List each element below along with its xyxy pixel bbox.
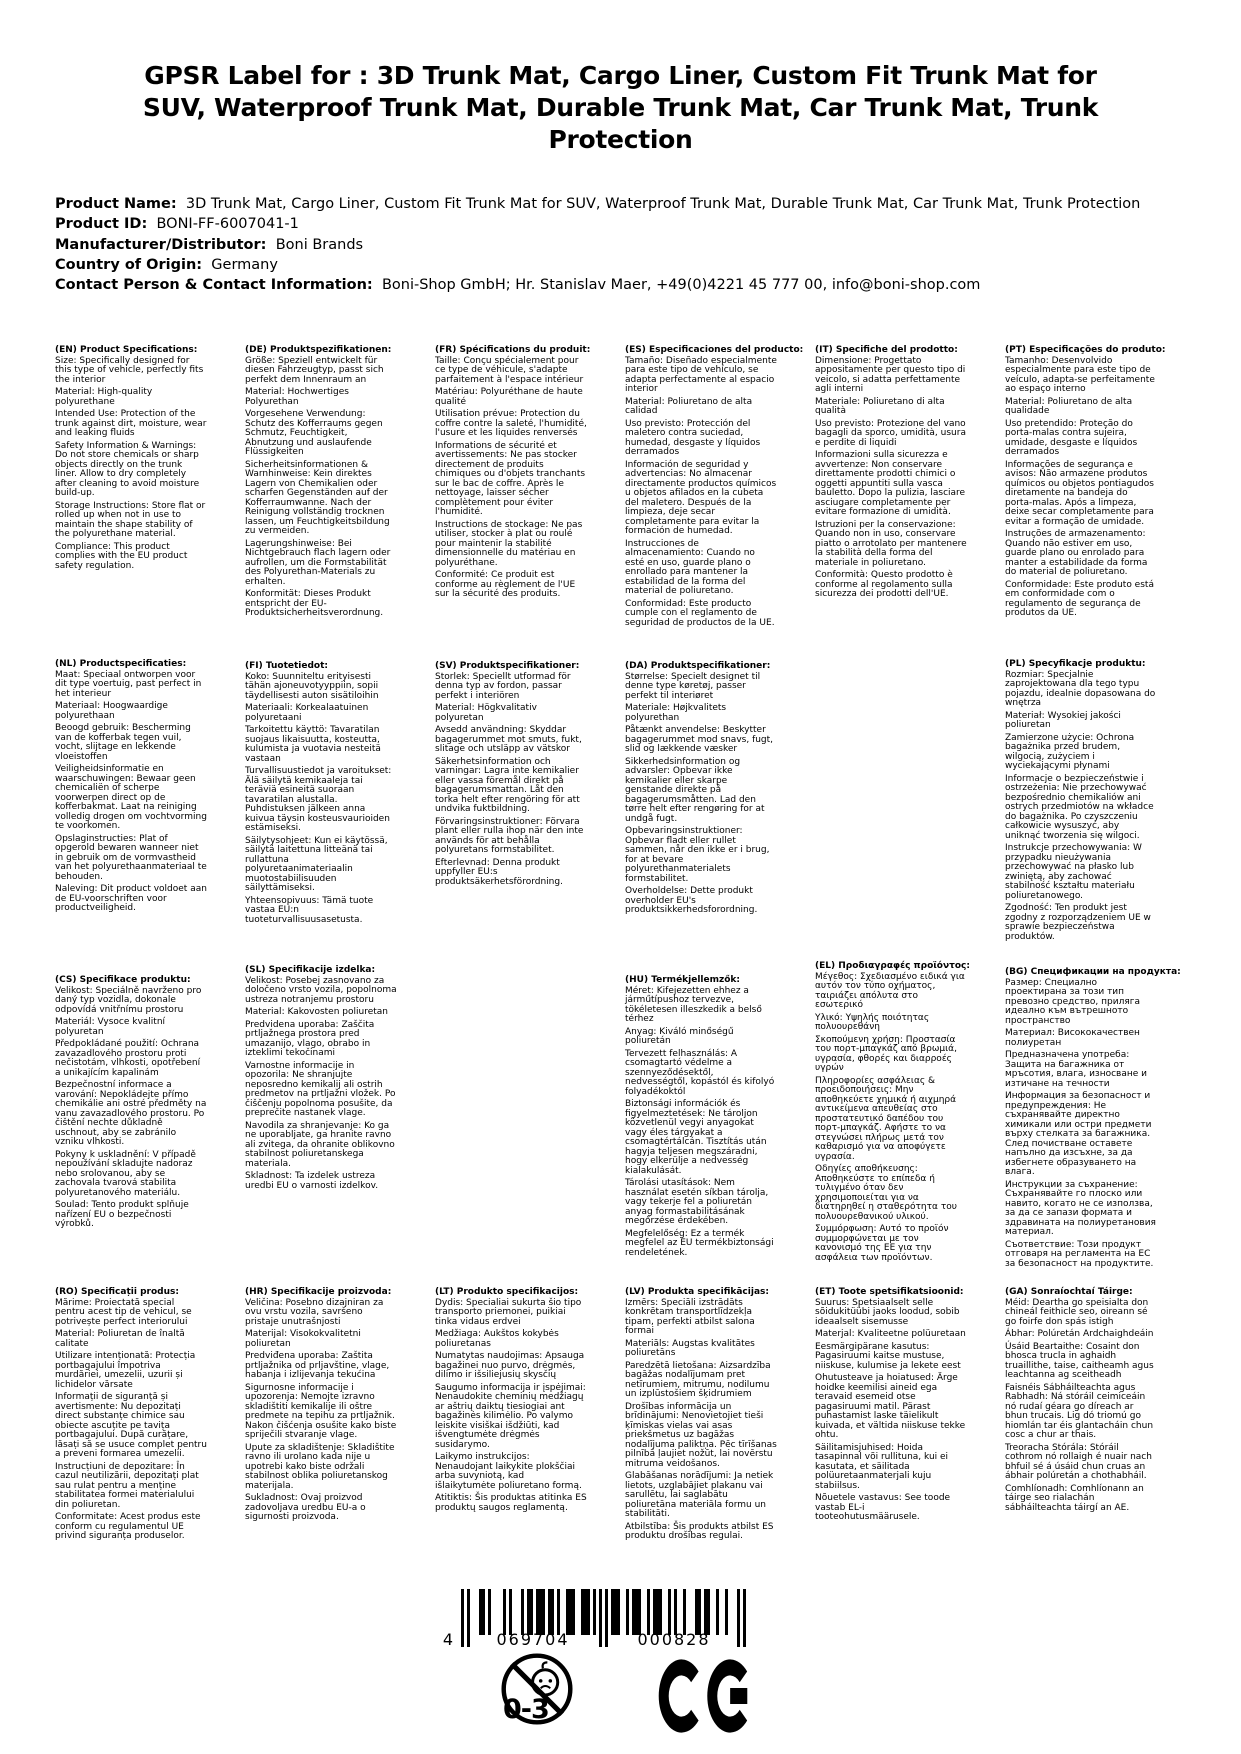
- spec-header-el: (EL) Προδιαγραφές προϊόντος:: [815, 961, 970, 971]
- spec-paragraph: Μέγεθος: Σχεδιασμένο ειδικά για αυτόν τον τύπο οχήματος, ταιριάζει απόλυτα στο εσωτερικό: [815, 971, 965, 1010]
- spec-paragraph: Drošības informācija un brīdinājumi: Nenovietojiet tieši ķīmiskas vielas vai asas priekšmetus uz bagāžas nodalījuma paliktņa. Pēc tīrīšanas pilnībā ļaujiet nožūt, lai novērstu mitruma veidošanos.: [625, 1401, 777, 1469]
- contact-value: Boni-Shop GmbH; Hr. Stanislav Maer, +49(0)4221 45 777 00, info@boni-shop.com: [381, 277, 981, 294]
- spec-header-fi: (FI) Tuotetiedot:: [245, 661, 329, 671]
- spec-paragraph: Laikymo instrukcijos: Nenaudojant laikykite plokščiai arba suvyniotą, kad išlaikytumėte poliuretano formą.: [435, 1452, 582, 1491]
- spec-paragraph: Инструкции за съхранение: Съхранявайте го плоско или навито, когато не се използва, за да се запази формата и здравината на полиуретановия материал.: [1005, 1179, 1156, 1237]
- spec-paragraph: Materiale: Højkvalitets polyurethan: [625, 703, 727, 723]
- spec-paragraph: Utilisation prévue: Protection du coffre contre la saleté, l'humidité, l'usure et les liquides renversés: [435, 409, 587, 438]
- spec-header-da: (DA) Produktspecifikationer:: [625, 661, 771, 671]
- spec-paragraph: Maat: Speciaal ontworpen voor dit type voertuig, past perfect in het interieur: [55, 669, 202, 699]
- age-warning-0-3-icon: [500, 1652, 574, 1726]
- spec-block-hu: [625, 976, 777, 1261]
- spec-paragraph: Turvallisuustiedot ja varoitukset: Älä säilytä kemikaaleja tai teräviä esineitä suoraan tavaratilan alustalla. Puhdistuksen jälkeen anna kuivua täysin kosteusvaurioiden estämiseksi.: [245, 766, 392, 833]
- spec-paragraph: Material: Högkvalitativ polyuretan: [435, 703, 537, 723]
- spec-paragraph: Материал: Висококачествен полиуретан: [1005, 1028, 1140, 1048]
- spec-paragraph: Naleving: Dit product voldoet aan de EU-voorschriften voor productveiligheid.: [55, 884, 207, 913]
- spec-block-pl: [1005, 660, 1157, 945]
- spec-block-pt: [1005, 345, 1166, 622]
- spec-paragraph: Eesmärgipärane kasutus: Pagasiruumi kaitse mustuse, niiskuse, kulumise ja lekete eest: [815, 1341, 961, 1371]
- spec-block-ga: [1005, 1288, 1157, 1516]
- spec-paragraph: Yhteensopivuus: Tämä tuote vastaa EU:n tuoteturvallisuusasetusta.: [245, 895, 374, 925]
- spec-paragraph: Atbilstība: Šis produkts atbilst ES produktu drošības regulai.: [625, 1521, 774, 1541]
- spec-paragraph: Предназначена употреба: Защита на багажника от мръсотия, влага, износване и изтичане на течности: [1005, 1050, 1148, 1089]
- spec-paragraph: Οδηγίες αποθήκευσης: Αποθηκεύστε το επίπεδα ή τυλιγμένο όταν δεν χρησιμοποιείται για να διατηρηθεί η σταθερότητα του πολυουρεθανικού υλικού.: [815, 1164, 957, 1222]
- spec-paragraph: Dydis: Specialiai sukurta šio tipo transporto priemonei, puikiai tinka vidaus erdvei: [435, 1297, 582, 1327]
- spec-paragraph: Påtænkt anvendelse: Beskytter bagagerummet mod snavs, fugt, slid og lækkende væsker: [625, 725, 774, 754]
- spec-paragraph: Tamanho: Desenvolvido especialmente para este tipo de veículo, adapta-se perfeitamente ao espaço interno: [1005, 355, 1155, 394]
- spec-paragraph: Megfelelőség: Ez a termék megfelel az EU termékbiztonsági rendeletének.: [625, 1228, 774, 1258]
- spec-paragraph: Opslaginstructies: Plat of opgerold bewaren wanneer niet in gebruik om de vormvastheid van het polyurethaanmateriaal te behouden.: [55, 833, 207, 882]
- spec-header-pl: (PL) Specyfikacje produktu:: [1005, 659, 1146, 669]
- spec-paragraph: Informações de segurança e avisos: Não armazene produtos químicos ou objetos pontiagudos diretamente na bandeja do porta-malas. Após a limpeza, deixe secar completamente para evitar a formação de umidade.: [1005, 459, 1154, 527]
- barcode-digits-group2: 000828: [637, 1630, 711, 1649]
- spec-block-et: [815, 1288, 967, 1526]
- spec-paragraph: Förvaringsinstruktioner: Förvara plant eller rulla ihop när den inte används för att behålla polyuretans formstabilitet.: [435, 816, 584, 855]
- spec-paragraph: Sicherheitsinformationen & Warnhinweise: Kein direktes Lagern von Chemikalien oder scharfen Gegenständen auf der Kofferraumwanne. Nach der Reinigung vollständig trocknen lassen, um Feuchtigkeitsbildung zu vermeiden.: [245, 459, 390, 536]
- spec-paragraph: Materiale: Poliuretano di alta qualità: [815, 396, 945, 416]
- spec-paragraph: Pokyny k uskladnění: V případě nepoužívání skladujte nadoraz nebo srolovanou, aby se zachovala tvarová stabilita polyuretanového materiálu.: [55, 1149, 196, 1198]
- spec-block-da: [625, 662, 777, 919]
- spec-paragraph: Paredzētā lietošana: Aizsardzība bagāžas nodalījumam pret netīrumiem, mitrumu, nodilumu un izplūstošiem šķidrumiem: [625, 1360, 771, 1399]
- spec-paragraph: Material: Hochwertiges Polyurethan: [245, 387, 349, 407]
- spec-paragraph: Storage Instructions: Store flat or rolled up when not in use to maintain the shape stability of the polyurethane material.: [55, 500, 206, 539]
- spec-paragraph: Storlek: Speciellt utformad för denna typ av fordon, passar perfekt i interiören: [435, 671, 571, 701]
- spec-paragraph: Materiāls: Augstas kvalitātes poliuretāns: [625, 1338, 755, 1358]
- spec-paragraph: Bezpečnostní informace a varování: Nepokládejte přímo chemikálie ani ostré předměty na vanu zavazadlového prostoru. Po čištění nechte důkladně uschnout, aby se zabránilo vzniku vlhkosti.: [55, 1080, 207, 1147]
- spec-paragraph: Ábhar: Polúretán Ardchaighdeáin: [1005, 1329, 1154, 1339]
- contact-label: Contact Person & Contact Information:: [55, 277, 373, 294]
- spec-paragraph: Materiał: Wysokiej jakości poliuretan: [1005, 710, 1121, 730]
- spec-paragraph: Material: High-quality polyurethane: [55, 387, 153, 407]
- spec-paragraph: Säkerhetsinformation och varningar: Lagra inte kemikalier eller vassa föremål direkt på bagagerumsmattan. Låt den torka helt efter rengöring för att undvika fuktbildning.: [435, 756, 580, 814]
- spec-paragraph: Größe: Speziell entwickelt für diesen Fahrzeugtyp, passt sich perfekt dem Innenraum an: [245, 355, 384, 385]
- spec-header-ro: (RO) Specificații produs:: [55, 1287, 179, 1297]
- spec-paragraph: Comhlíonadh: Comhlíonann an táirge seo rialachán sábháilteachta táirgí an AE.: [1005, 1483, 1144, 1513]
- spec-paragraph: Lagerungshinweise: Bei Nichtgebrauch flach lagern oder aufrollen, um die Formstabilität des Polyurethan-Materials zu erhalten.: [245, 538, 391, 587]
- spec-paragraph: Safety Information & Warnings: Do not store chemicals or sharp objects directly on the trunk liner. Allow to dry completely after cleaning to avoid moisture build-up.: [55, 440, 200, 498]
- spec-block-sv: [435, 662, 587, 890]
- spec-header-hu: (HU) Termékjellemzők:: [625, 975, 741, 985]
- spec-paragraph: Faisnéis Sábháilteachta agus Rabhadh: Ná stóráil ceimiceáin nó rudaí géara go díreach ar bhun trucais. Lig dó triomú go hiomlán tar éis glantacháin chun cosc a chur ar thais.: [1005, 1382, 1154, 1440]
- spec-paragraph: Predvidena uporaba: Zaščita prtljažnega prostora pred umazanijo, vlago, obrabo in izteklimi tekočinami: [245, 1019, 375, 1058]
- spec-header-it: (IT) Specifiche del prodotto:: [815, 345, 958, 355]
- spec-paragraph: Säilitamisjuhised: Hoida tasapinnal või rullituna, kui ei kasutata, et säilitada polüuretaanmaterjali kuju stabiilsus.: [815, 1442, 949, 1491]
- spec-header-es: (ES) Especificaciones del producto:: [625, 345, 804, 355]
- spec-paragraph: Conformitate: Acest produs este conform cu regulamentul UE privind siguranța produselor.: [55, 1512, 201, 1541]
- spec-block-hr: [245, 1288, 397, 1526]
- spec-paragraph: Instrukcje przechowywania: W przypadku nieużywania przechowywać na płasko lub zwiniętą, aby zachować stabilność kształtu materiału poliuretanowego.: [1005, 843, 1142, 901]
- spec-paragraph: Úsáid Beartaithe: Cosaint don bhosca trucla in aghaidh truaillithe, taise, caitheamh agus leachtanna ag sceitheadh: [1005, 1341, 1154, 1380]
- spec-paragraph: Glabāšanas norādījumi: Ja netiek lietots, uzglabājiet plakanu vai sarullētu, lai saglabātu poliuretāna materiāla formu un stabilitāti.: [625, 1471, 774, 1519]
- spec-paragraph: Veiligheidsinformatie en waarschuwingen: Bewaar geen chemicaliën of scherpe voorwerpen direct op de kofferbakmat. Laat na reiniging volledig drogen om vochtvorming te voorkomen.: [55, 764, 207, 831]
- product-info: [55, 194, 1241, 295]
- spec-paragraph: Conformité: Ce produit est conforme au règlement de l'UE sur la sécurité des produits.: [435, 570, 576, 599]
- ce-letters: [658, 1656, 758, 1736]
- spec-paragraph: Numatytas naudojimas: Apsauga bagažinei nuo purvo, drėgmės, dilimo ir išsiliejusių skysčių: [435, 1351, 585, 1380]
- spec-paragraph: Biztonsági információk és figyelmeztetések: Ne tároljon közvetlenül vegyi anyagokat vagy éles tárgyakat a csomagtértálcán. Tisztítás után hagyja teljesen megszáradni, hogy elkerülje a nedvesség kialakulását.: [625, 1099, 767, 1176]
- spec-paragraph: Material: Poliuretano de alta calidad: [625, 396, 753, 416]
- spec-paragraph: Saugumo informacija ir įspėjimai: Nenaudokite cheminių medžiagų ar aštrių daiktų tiesiogiai ant bagažinės kilimėlio. Po valymo leiskite visiškai išdžiūti, kad išvengtumėte drėgmės susidarymo.: [435, 1382, 586, 1450]
- spec-paragraph: Skladnost: Ta izdelek ustreza uredbi EU o varnosti izdelkov.: [245, 1171, 379, 1191]
- manufacturer-value: Boni Brands: [275, 236, 364, 253]
- spec-paragraph: Informazioni sulla sicurezza e avvertenze: Non conservare direttamente prodotti chimici o oggetti appuntiti sulla vasca bauletto. Dopo la pulizia, lasciare asciugare completamente per evitare formazione di umidità.: [815, 450, 966, 517]
- spec-header-lv: (LV) Produkta specifikācijas:: [625, 1287, 769, 1297]
- spec-paragraph: Säilytysohjeet: Kun ei käytössä, säilytä laitettuna litteänä tai rullattuna polyuretaanimateriaalin muotostabiilisuuden säilyttämiseksi.: [245, 835, 388, 893]
- spec-paragraph: Velikost: Speciálně navrženo pro daný typ vozidla, dokonale odpovídá vnitřnímu prostoru: [55, 985, 202, 1015]
- spec-paragraph: Material: Kakovosten poliuretan: [245, 1007, 388, 1017]
- spec-paragraph: Ohutusteave ja hoiatused: Ärge hoidke keemilisi aineid ega teravaid esemeid otse pagasiruumi matil. Pärast puhastamist laske täielikult kuivada, et vältida niiskuse tekke ohtu.: [815, 1373, 966, 1440]
- barcode-digit-left: 4: [442, 1630, 454, 1649]
- spec-paragraph: Información de seguridad y advertencias: No almacenar directamente productos químicos u objetos afilados en la cubeta del maletero. Después de la limpieza, deje secar completamente para evitar la formación de humedad.: [625, 459, 777, 536]
- spec-paragraph: Sigurnosne informacije i upozorenja: Nemojte izravno skladištiti kemikalije ili oštre predmete na tepihu za prtljažnik. Nakon čišćenja osušite kako biste spriječili stvaranje vlage.: [245, 1382, 397, 1440]
- spec-paragraph: Informații de siguranță și avertismente: Nu depozitați direct substanțe chimice sau obiecte ascuțite pe tavița portbagajului. După curățare, lăsați să se usuce complet pentru a preveni formarea umezelii.: [55, 1392, 207, 1459]
- spec-paragraph: Beoogd gebruik: Bescherming van de kofferbak tegen vuil, vocht, slijtage en lekkende vloeistoffen: [55, 723, 191, 762]
- spec-paragraph: Konformität: Dieses Produkt entspricht der EU-Produktsicherheitsverordnung.: [245, 589, 384, 618]
- spec-paragraph: Treoracha Stórála: Stóráil cothrom nó rollaigh é nuair nach bhfuil sé á úsáid chun cruas an ábhair polúretán a chothabháil.: [1005, 1442, 1152, 1481]
- spec-paragraph: Instruções de armazenamento: Quando não estiver em uso, guarde plano ou enrolado para manter a estabilidade da forma do material de poliuretano.: [1005, 529, 1148, 577]
- product-name-value: 3D Trunk Mat, Cargo Liner, Custom Fit Trunk Mat for SUV, Waterproof Trunk Mat, Durable Trunk Mat, Car Trunk Mat, Trunk Protection: [185, 196, 1141, 212]
- spec-paragraph: Informacje o bezpieczeństwie i ostrzeżenia: Nie przechowywać bezpośrednio chemikaliów ani ostrych przedmiotów na wkładce do bagażnika. Po czyszczeniu całkowicie wysuszyć, aby uniknąć tworzenia się wilgoci.: [1005, 773, 1154, 841]
- spec-paragraph: Size: Specifically designed for this type of vehicle, perfectly fits the interior: [55, 355, 204, 385]
- spec-paragraph: Conformità: Questo prodotto è conforme al regolamento sulla sicurezza dei prodotti dell'UE.: [815, 570, 953, 599]
- spec-paragraph: Zgodność: Ten produkt jest zgodny z rozporządzeniem UE w sprawie bezpieczeństwa produktów.: [1005, 903, 1151, 942]
- spec-paragraph: Tervezett felhasználás: A csomagtartó védelme a szennyeződésektől, nedvességtől, kopástól és kifolyó folyadékoktól: [625, 1048, 775, 1097]
- spec-block-fi: [245, 662, 397, 928]
- spec-paragraph: Размер: Специално проектирана за този тип превозно средство, приляга идеално към вътрешното пространство: [1005, 977, 1140, 1026]
- spec-header-ga: (GA) Sonraíochtaí Táirge:: [1005, 1287, 1133, 1297]
- spec-paragraph: Mărime: Proiectată special pentru acest tip de vehicul, se potrivește perfect interiorului: [55, 1297, 192, 1327]
- spec-paragraph: Izmērs: Speciāli izstrādāts konkrētam transportlīdzekļa tipam, perfekti atbilst salona formai: [625, 1297, 755, 1336]
- country-of-origin-line: [55, 255, 1241, 275]
- spec-paragraph: Uso previsto: Protezione del vano bagagli da sporco, umidità, usura e perdite di liquidi: [815, 418, 966, 448]
- spec-header-et: (ET) Toote spetsifikatsioonid:: [815, 1287, 964, 1297]
- spec-paragraph: Størrelse: Specielt designet til denne type køretøj, passer perfekt til interiøret: [625, 671, 761, 701]
- spec-paragraph: Instrucțiuni de depozitare: În cazul neutilizării, depozitați plat sau rulat pentru a menține stabilitatea formei materialului din poliuretan.: [55, 1461, 199, 1510]
- spec-paragraph: Matériau: Polyuréthane de haute qualité: [435, 387, 583, 407]
- manufacturer-label: Manufacturer/Distributor:: [55, 236, 267, 253]
- spec-block-lv: [625, 1288, 777, 1545]
- spec-paragraph: Sikkerhedsinformation og advarsler: Opbevar ikke kemikalier eller skarpe genstande direkte på bagagerumsmåtten. Lad den tørre helt efter rengøring for at undgå fugt.: [625, 756, 765, 824]
- spec-block-it: [815, 346, 967, 603]
- spec-paragraph: Velikost: Posebej zasnovano za določeno vrsto vozila, popolnoma ustreza notranjemu prostoru: [245, 975, 397, 1005]
- spec-paragraph: Rozmiar: Specjalnie zaprojektowana dla tego typu pojazdu, idealnie dopasowana do wnętrza: [1005, 669, 1156, 708]
- spec-paragraph: Veličina: Posebno dizajniran za ovu vrstu vozila, savršeno pristaje unutrašnjosti: [245, 1297, 384, 1327]
- spec-block-de: [245, 346, 397, 622]
- spec-paragraph: Upute za skladištenje: Skladištite ravno ili urolano kada nije u upotrebi kako biste održali stabilnost oblika poliuretanskog materijala.: [245, 1442, 395, 1491]
- spec-block-lt: [435, 1288, 587, 1516]
- spec-paragraph: Tamaño: Diseñado especialmente para este tipo de vehículo, se adapta perfectamente al espacio interior: [625, 355, 777, 394]
- spec-paragraph: Uso previsto: Protección del maletero contra suciedad, humedad, desgaste y líquidos derramados: [625, 418, 761, 457]
- spec-paragraph: Předpokládané použití: Ochrana zavazadlového prostoru proti nečistotám, vlhkosti, opotřebení a unikajícím kapalinám: [55, 1039, 201, 1078]
- spec-paragraph: Avsedd användning: Skyddar bagagerummet mot smuts, fukt, slitage och utsläpp av vätskor: [435, 725, 582, 754]
- spec-block-nl: [55, 660, 207, 917]
- spec-paragraph: Συμμόρφωση: Αυτό το προϊόν συμμορφώνεται με τον κανονισμό της ΕΕ για την ασφάλεια των προϊόντων.: [815, 1224, 949, 1263]
- spec-paragraph: Suurus: Spetsiaalselt selle sõidukitüübi jaoks loodud, sobib ideaalselt sisemusse: [815, 1297, 960, 1327]
- spec-paragraph: Medžiaga: Aukštos kokybės poliuretanas: [435, 1329, 559, 1349]
- spec-paragraph: Υλικό: Υψηλής ποιότητας πολυουρεθάνη: [815, 1012, 930, 1032]
- spec-paragraph: Zamierzone użycie: Ochrona bagażnika przed brudem, wilgocią, zużyciem i wyciekającymi płynami: [1005, 732, 1135, 771]
- spec-paragraph: Информация за безопасност и предупреждения: Не съхранявайте директно химикали или остри предмети върху стелката за багажника. След почистване оставете напълно да изсъхне, за да избегнете образуването на влага.: [1005, 1091, 1152, 1177]
- spec-header-de: (DE) Produktspezifikationen:: [245, 345, 392, 355]
- spec-block-ro: [55, 1288, 207, 1545]
- spec-header-fr: (FR) Spécifications du produit:: [435, 345, 591, 355]
- spec-paragraph: Informations de sécurité et avertissements: Ne pas stocker directement de produits chimiques ou d'objets tranchants sur le bac de coffre. Après le nettoyage, laisser sécher complètement pour éviter l'humidité.: [435, 440, 586, 517]
- country-of-origin-value: Germany: [211, 256, 278, 273]
- spec-header-cs: (CS) Specifikace produktu:: [55, 975, 191, 985]
- spec-paragraph: Material: Poliuretano de alta qualidade: [1005, 396, 1133, 416]
- spec-paragraph: Съответствие: Този продукт отговаря на регламента на ЕС за безопасност на продуктите.: [1005, 1239, 1154, 1269]
- spec-paragraph: Anyag: Kiváló minőségű poliuretán: [625, 1026, 734, 1046]
- spec-header-sv: (SV) Produktspecifikationer:: [435, 661, 580, 671]
- spec-paragraph: Σκοπούμενη χρήση: Προστασία του πορτ-μπαγκάζ από βρωμιά, υγρασία, φθορές και διαρροές υγρών: [815, 1034, 957, 1073]
- spec-paragraph: Tarkoitettu käyttö: Tavaratilan suojaus likaisuutta, kosteutta, kulumista ja vuotavia nesteitä vastaan: [245, 725, 381, 764]
- spec-paragraph: Conformidad: Este producto cumple con el reglamento de seguridad de productos de la UE.: [625, 598, 775, 628]
- spec-block-el: [815, 961, 970, 1266]
- spec-paragraph: Materijal: Visokokvalitetni poliuretan: [245, 1329, 361, 1349]
- spec-paragraph: Instructions de stockage: Ne pas utiliser, stocker à plat ou roulé pour maintenir la stabilité dimensionnelle du matériau en polyuréthane.: [435, 519, 583, 568]
- product-id-line: [55, 214, 1241, 234]
- spec-paragraph: Soulad: Tento produkt splňuje nařízení EU o bezpečnosti výrobků.: [55, 1200, 189, 1229]
- spec-paragraph: Utilizare intenționată: Protecția portbagajului împotriva murdăriei, umezelii, uzurii și lichidelor vărsate: [55, 1351, 196, 1390]
- spec-paragraph: Atitiktis: Šis produktas atitinka ES produktų saugos reglamentą.: [435, 1493, 587, 1513]
- spec-paragraph: Conformidade: Este produto está em conformidade com o regulamento de segurança de produtos da UE.: [1005, 579, 1154, 618]
- spec-paragraph: Πληροφορίες ασφάλειας & προειδοποιήσεις: Μην αποθηκεύετε χημικά ή αιχμηρά αντικείμενα απευθείας στο προστατευτικό δαπέδου του πορτ-μπαγκάζ. Αφήστε το να στεγνώσει πλήρως μετά τον καθαρισμό για να αποφύγετε υγρασία.: [815, 1075, 957, 1162]
- spec-paragraph: Overholdelse: Dette produkt overholder EU's produktsikkerhedsforordning.: [625, 886, 758, 915]
- spec-block-bg: [1005, 967, 1181, 1272]
- spec-header-nl: (NL) Productspecificaties:: [55, 659, 187, 669]
- spec-paragraph: Tárolási utasítások: Nem használat esetén síkban tárolja, vagy tekerje fel a poliuretán anyag formastabilitásának megőrzése érdekében.: [625, 1178, 769, 1226]
- spec-paragraph: Opbevaringsinstruktioner: Opbevar fladt eller rullet sammen, når den ikke er i brug, for at bevare polyurethanmaterialets formstabilitet.: [625, 826, 770, 884]
- spec-paragraph: Materiaali: Korkealaatuinen polyuretaani: [245, 703, 369, 723]
- spec-paragraph: Méret: Kifejezetten ehhez a járműtípushoz tervezve, tökéletesen illeszkedik a belső térhez: [625, 985, 762, 1024]
- spec-paragraph: Material: Poliuretan de înaltă calitate: [55, 1329, 185, 1349]
- spec-block-cs: [55, 976, 207, 1233]
- spec-paragraph: Dimensione: Progettato appositamente per questo tipo di veicolo, si adatta perfettamente agli interni: [815, 355, 966, 394]
- spec-paragraph: Uso pretendido: Proteção do porta-malas contra sujeira, umidade, desgaste e líquidos derramados: [1005, 418, 1138, 457]
- ean-barcode: [442, 1589, 746, 1651]
- spec-paragraph: Navodila za shranjevanje: Ko ga ne uporabljate, ga hranite ravno ali zvitega, da ohranite oblikovno stabilnost poliuretanskega materiala.: [245, 1120, 395, 1169]
- spec-header-sl: (SL) Specifikacije izdelka:: [245, 965, 376, 975]
- spec-header-en: (EN) Product Specifications:: [55, 345, 198, 355]
- contact-line: [55, 275, 1241, 295]
- spec-header-bg: (BG) Спецификации на продукта:: [1005, 967, 1181, 977]
- product-id-label: Product ID:: [55, 216, 148, 233]
- spec-paragraph: Koko: Suunniteltu erityisesti tähän ajoneuvotyyppiin, sopii täydellisesti auton sisätiloihin: [245, 671, 379, 701]
- product-id-value: BONI-FF-6007041-1: [156, 216, 299, 233]
- ce-mark-icon: [658, 1656, 758, 1736]
- spec-paragraph: Méid: Deartha go speisialta don chineál feithicle seo, oireann sé go foirfe don spás istigh: [1005, 1297, 1149, 1327]
- spec-header-lt: (LT) Produkto specifikacijos:: [435, 1287, 579, 1297]
- spec-paragraph: Nõuetele vastavus: See toode vastab EL-i tooteohutusmäärusele.: [815, 1493, 951, 1522]
- product-name-label: Product Name:: [55, 196, 177, 212]
- spec-block-es: [625, 345, 804, 631]
- spec-paragraph: Materiaal: Hoogwaardige polyurethaan: [55, 701, 168, 721]
- country-of-origin-label: Country of Origin:: [55, 256, 203, 273]
- page-title: GPSR Label for : 3D Trunk Mat, Cargo Liner, Custom Fit Trunk Mat for SUV, Waterproof Trunk Mat, Durable Trunk Mat, Car Trunk Mat, Trunk Protection: [142, 61, 1099, 154]
- spec-block-fr: [435, 345, 591, 603]
- spec-paragraph: Materiál: Vysoce kvalitní polyuretan: [55, 1017, 166, 1037]
- product-name-line: [55, 194, 1241, 214]
- spec-paragraph: Instrucciones de almacenamiento: Cuando no esté en uso, guarde plano o enrollado para mantener la estabilidad de la forma del material de poliuretano.: [625, 538, 755, 596]
- spec-block-en: [55, 346, 207, 574]
- spec-paragraph: Intended Use: Protection of the trunk against dirt, moisture, wear and leaking fluids: [55, 409, 207, 438]
- spec-paragraph: Materjal: Kvaliteetne polüuretaan: [815, 1329, 966, 1339]
- manufacturer-line: [55, 235, 1241, 255]
- spec-block-sl: [245, 966, 397, 1194]
- spec-paragraph: Sukladnost: Ovaj proizvod zadovoljava uredbu EU-a o sigurnosti proizvoda.: [245, 1493, 366, 1522]
- spec-header-hr: (HR) Specifikacije proizvoda:: [245, 1287, 392, 1297]
- spec-paragraph: Vorgesehene Verwendung: Schutz des Kofferraums gegen Schmutz, Feuchtigkeit, Abnutzung und auslaufende Flüssigkeiten: [245, 409, 383, 457]
- spec-paragraph: Taille: Conçu spécialement pour ce type de véhicule, s'adapte parfaitement à l'espace intérieur: [435, 355, 584, 385]
- spec-header-pt: (PT) Especificações do produto:: [1005, 345, 1166, 355]
- spec-paragraph: Predviđena uporaba: Zaštita prtljažnika od prljavštine, vlage, habanja i izlijevanja tekućina: [245, 1351, 390, 1380]
- age-warning-label: 0-3: [503, 1694, 549, 1725]
- barcode-digits-group1: 069704: [496, 1630, 570, 1649]
- spec-paragraph: Istruzioni per la conservazione: Quando non in uso, conservare piatto o arrotolato per mantenere la stabilità della forma del materiale in poliuretano.: [815, 519, 967, 568]
- spec-paragraph: Varnostne informacije in opozorila: Ne shranjujte neposredno kemikalij ali ostrih predmetov na prtljažni vložek. Po čiščenju popolnoma posušite, da preprečite nastanek vlage.: [245, 1060, 396, 1118]
- spec-paragraph: Efterlevnad: Denna produkt uppfyller EU:s produktsäkerhetsförordning.: [435, 857, 563, 887]
- spec-paragraph: Compliance: This product complies with the EU product safety regulation.: [55, 541, 188, 571]
